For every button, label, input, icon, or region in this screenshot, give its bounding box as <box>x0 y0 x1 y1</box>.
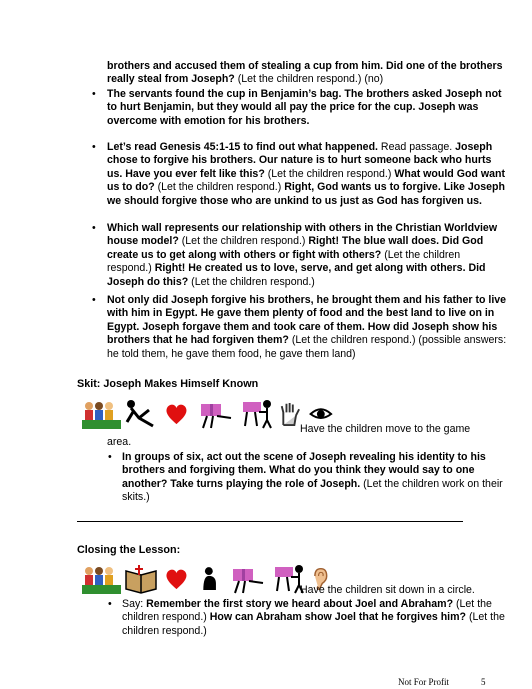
bold-text-run: In groups of six, act out the scene of Joseph revealing his identity to his brothers and forgiving them. What do you think they would say to one another? Take turns playing the role of Joseph. <box>122 451 486 490</box>
bold-text-run: What would God want us to do? <box>107 167 505 194</box>
closing-icon-row <box>77 563 337 595</box>
footer-label: Not For Profit <box>398 677 450 687</box>
paragraph-genesis-reading <box>107 141 507 208</box>
text-run: (Let the children respond.) <box>122 611 505 637</box>
paragraph-continuation <box>107 60 507 87</box>
text-run: (Let the children work on their skits.) <box>122 477 503 504</box>
bullet-glyph: • <box>92 141 96 153</box>
closing-heading: Closing the Lesson: <box>77 544 181 556</box>
skit-instruction-continued: area. <box>107 436 132 448</box>
page-number: 5 <box>481 677 486 687</box>
open-bible-icon <box>123 563 161 595</box>
bullet-glyph: • <box>108 598 112 610</box>
praying-person-icon <box>197 563 227 595</box>
skit-group-activity <box>122 451 507 505</box>
bullet-glyph: • <box>92 222 96 234</box>
heart-icon <box>163 563 195 595</box>
bold-text-run: Right! The blue wall does. Did God create us to get along with others or fight with others? <box>107 235 484 261</box>
paragraph-worldview-wall <box>107 222 507 289</box>
text-run: (Let the children respond.) <box>191 275 315 288</box>
hand-holding-gift-icon <box>229 563 267 595</box>
handshake-icon <box>237 398 275 430</box>
text-run: (Let the children respond.) <box>107 248 461 275</box>
skit-instruction: Have the children move to the game <box>300 423 471 435</box>
text-run: (Let the children respond.) <box>181 235 309 248</box>
heart-icon <box>163 398 195 430</box>
paragraph-egypt-care <box>107 294 507 361</box>
text-run: (Let the children respond.) (no) <box>237 73 384 86</box>
text-run: (Let the children respond.) (possible answers: he told them, he gave them food, he gave them land) <box>107 334 507 360</box>
bold-text-run: The servants found the cup in Benjamin’s bag. The brothers asked Joseph not to hurt Benjamin, but they would all pay the price for the cup. Joseph was overcome with emotion for his brothers. <box>107 88 502 127</box>
skit-heading: Skit: Joseph Makes Himself Known <box>77 378 259 390</box>
stretching-figure-icon <box>123 398 161 430</box>
text-run: (Let the children respond.) <box>122 598 492 624</box>
bold-text-run: Remember the first story we heard about Joel and Abraham? <box>146 598 456 610</box>
closing-say-prompt <box>122 598 507 638</box>
paragraph-servants-cup <box>107 88 507 128</box>
bold-text-run: How can Abraham show Joel that he forgives him? <box>209 611 469 624</box>
bold-text-run: Let’s read Genesis 45:1-15 to find out what happened. <box>107 141 381 153</box>
bold-text-run: brothers and accused them of stealing a cup from him. Did one of the brothers really steal from Joseph? <box>107 60 503 86</box>
text-run: Say: <box>122 598 147 610</box>
bullet-glyph: • <box>92 294 96 306</box>
bold-text-run: Right, God wants us to forgive. Like Joseph we should forgive those who are unkind to us just as God has forgiven us. <box>107 181 505 207</box>
hand-holding-gift-icon <box>197 398 235 430</box>
bold-text-run: Which wall represents our relationship with others in the Christian Worldview house model? <box>107 222 498 248</box>
bullet-glyph: • <box>92 88 96 100</box>
section-divider <box>77 521 463 522</box>
text-run: (Let the children respond.) <box>267 167 395 180</box>
group-of-people-icon <box>77 563 121 595</box>
bold-text-run: Not only did Joseph forgive his brothers, he brought them and his father to live with him in Egypt. He gave them plenty of food and the best land to live on in Egypt. Joseph forgave them and took care of them. How did Joseph show his brothers that he had forgiven them? <box>107 294 507 347</box>
text-run: (Let the children respond.) <box>157 181 285 194</box>
bullet-glyph: • <box>108 451 112 463</box>
bold-text-run: Right! He created us to love, serve, and get along with others. Did Joseph do this? <box>107 262 486 288</box>
group-of-people-icon <box>77 398 121 430</box>
bold-text-run: Joseph chose to forgive his brothers. Our nature is to hurt someone back who hurts us. Have you ever felt like this? <box>107 141 493 180</box>
closing-instruction: Have the children sit down in a circle. <box>300 584 475 596</box>
text-run: Read passage. <box>380 141 456 153</box>
